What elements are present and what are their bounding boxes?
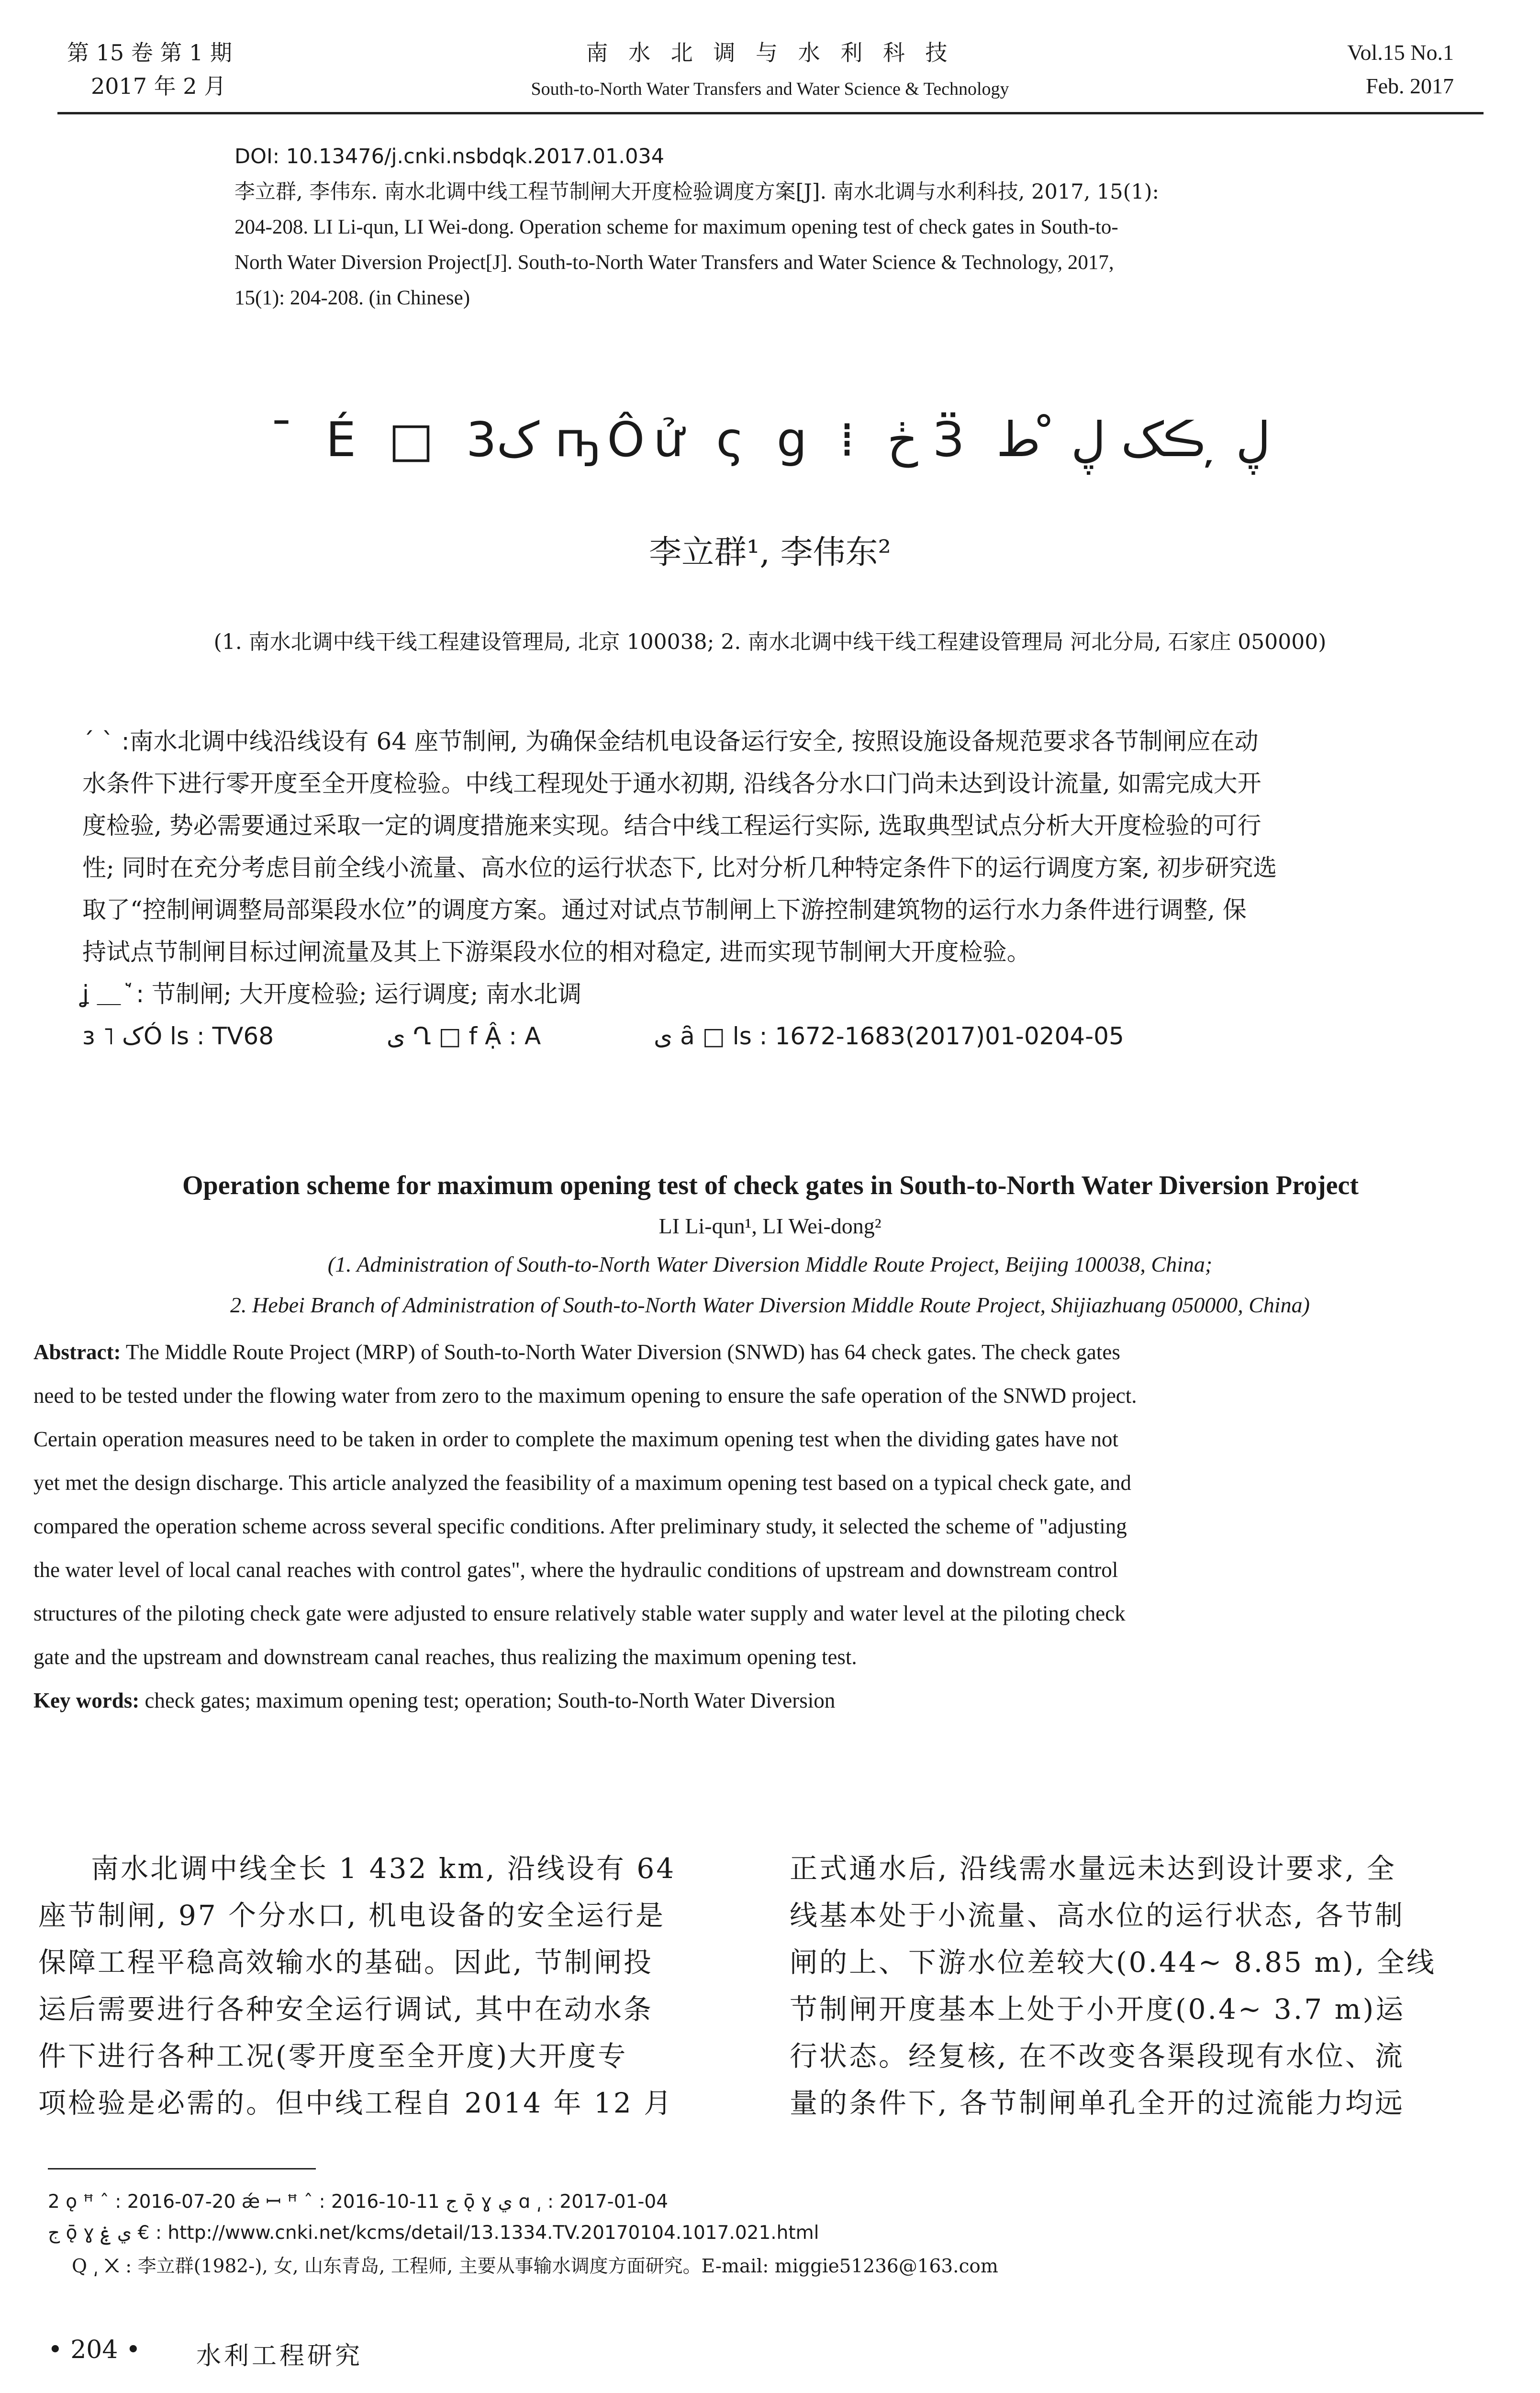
keywords-en-text: check gates; maximum opening test; operation; South-to-North Water Diversion bbox=[145, 1689, 836, 1712]
volume-issue: 第 15 卷 第 1 期 bbox=[67, 40, 232, 66]
footnote-author: Q ͵ ᙭ : 李立群(1982-), 女, 山东青岛, 工程师, 主要从事输水调度方面研究。E-mail: miggie51236@163.com bbox=[72, 2256, 998, 2277]
abstract-en-label: Abstract: bbox=[33, 1340, 121, 1364]
keywords-cn-text: 节制闸; 大开度检验; 运行调度; 南水北调 bbox=[152, 980, 582, 1008]
body-line: 量的条件下, 各节制闸单孔全开的过流能力均远 bbox=[790, 2087, 1405, 2119]
abstract-cn-line bbox=[82, 720, 1422, 762]
abstract-en-line: Certain operation measures need to be taken in order to complete the maximum opening test when the dividing gates have not bbox=[33, 1427, 1118, 1451]
section-name: 水利工程研究 bbox=[196, 2342, 363, 2371]
body-line: 项检验是必需的。但中线工程自 2014 年 12 月 bbox=[38, 2087, 674, 2119]
volume-en: Vol.15 No.1 bbox=[1347, 40, 1454, 65]
affiliation-en-2: 2. Hebei Branch of Administration of South-to-North Water Diversion Middle Route Project, Shijiazhuang 050000, China) bbox=[230, 1293, 1310, 1317]
body-line: 闸的上、下游水位差较大(0.44~ 8.85 m), 全线 bbox=[790, 1946, 1436, 1979]
document-code: ی Ղ □ f Ậ : A bbox=[386, 1022, 541, 1050]
body-line: 运后需要进行各种安全运行调试, 其中在动水条 bbox=[38, 1993, 653, 2025]
body-line: 线基本处于小流量、高水位的运行状态, 各节制 bbox=[790, 1899, 1405, 1932]
abstract-en-line: yet met the design discharge. This article analyzed the feasibility of a maximum opening test based on a typical check gate, and bbox=[33, 1471, 1131, 1495]
abstract-cn-line: 取了“控制闸调整局部渠段水位”的调度方案。通过对试点节制闸上下游控制建筑物的运行水力条件进行调整, 保 bbox=[82, 896, 1247, 924]
date-cn: 2017 年 2 月 bbox=[91, 73, 226, 99]
affiliation-en-1: (1. Administration of South-to-North Water Diversion Middle Route Project, Beijing 100038, China; bbox=[327, 1252, 1213, 1276]
abstract-cn-text: 南水北调中线沿线设有 64 座节制闸, 为确保金结机电设备运行安全, 按照设施设备规范要求各节制闸应在动 bbox=[129, 727, 1259, 755]
body-line: 南水北调中线全长 1 432 km, 沿线设有 64 bbox=[91, 1852, 676, 1885]
abstract-en-line: gate and the upstream and downstream canal reaches, thus realizing the maximum opening test. bbox=[33, 1645, 857, 1669]
abstract-en-line: structures of the piloting check gate were adjusted to ensure relatively stable water supply and water level at the piloting check bbox=[33, 1601, 1126, 1625]
keywords-en-label: Key words: bbox=[33, 1689, 140, 1712]
title-cn: ¯ É □ ک3 ҧÔử ς g ⁞ ڂ Ӟ ڸ ̦ ڪک ڸ ̊ ط bbox=[269, 412, 1271, 468]
abstract-en-line bbox=[33, 1331, 1474, 1374]
body-line: 行状态。经复核, 在不改变各渠段现有水位、流 bbox=[790, 2040, 1405, 2072]
doi: DOI: 10.13476/j.cnki.nsbdqk.2017.01.034 bbox=[234, 145, 665, 168]
affiliations-cn: (1. 南水北调中线干线工程建设管理局, 北京 100038; 2. 南水北调中线干线工程建设管理局 河北分局, 石家庄 050000) bbox=[213, 630, 1327, 654]
abstract-cn-line: 持试点节制闸目标过闸流量及其上下游渠段水位的相对稳定, 进而实现节制闸大开度检验。 bbox=[82, 938, 1031, 966]
body-line: 座节制闸, 97 个分水口, 机电设备的安全运行是 bbox=[38, 1899, 665, 1932]
abstract-en-line: compared the operation scheme across several specific conditions. After preliminary study, it selected the scheme of "adjusting bbox=[33, 1514, 1127, 1538]
citation-cn: 李立群, 李伟东. 南水北调中线工程节制闸大开度检验调度方案[J]. 南水北调与水利科技, 2017, 15(1): bbox=[234, 180, 1160, 204]
classification-line bbox=[82, 1015, 1422, 1057]
authors-en: LI Li-qun¹, LI Wei-dong² bbox=[658, 1214, 882, 1238]
body-line: 保障工程平稳高效输水的基础。因此, 节制闸投 bbox=[38, 1946, 653, 1979]
authors-cn: 李立群¹, 李伟东² bbox=[649, 534, 891, 571]
footnote-rule bbox=[48, 2168, 316, 2169]
keywords-cn-label: ʝ ＿ ꙽ : bbox=[82, 980, 145, 1008]
date-en: Feb. 2017 bbox=[1366, 74, 1454, 98]
page-number: • 204 • bbox=[48, 2336, 141, 2364]
citation-line-4: 15(1): 204-208. (in Chinese) bbox=[234, 287, 470, 309]
body-left-column bbox=[38, 1845, 727, 2126]
abstract-cn-line: 度检验, 势必需要通过采取一定的调度措施来实现。结合中线工程运行实际, 选取典型试点分析大开度检验的可行 bbox=[82, 812, 1261, 839]
body-line: 正式通水后, 沿线需水量远未达到设计要求, 全 bbox=[790, 1852, 1396, 1885]
abstract-en-line: need to be tested under the flowing water from zero to the maximum opening to ensure the safe operation of the SNWD project. bbox=[33, 1384, 1137, 1408]
footnote-url: ج ǭ ɣ ي ۼ € : http://www.cnki.net/kcms/detail/13.1334.TV.20170104.1017.021.html bbox=[48, 2222, 819, 2244]
journal-title-en: South-to-North Water Transfers and Water Science & Technology bbox=[531, 79, 1009, 99]
title-en: Operation scheme for maximum opening test of check gates in South-to-North Water Diversion Project bbox=[182, 1171, 1359, 1200]
keywords-en bbox=[33, 1679, 1474, 1722]
article-number: ی ȃ □ ls : 1672-1683(2017)01-0204-05 bbox=[654, 1022, 1124, 1050]
abstract-cn-line: 性; 同时在充分考虑目前全线小流量、高水位的运行状态下, 比对分析几种特定条件下的运行调度方案, 初步研究选 bbox=[82, 854, 1277, 882]
abstract-cn-label: ˊ ˋ : bbox=[82, 727, 130, 755]
keywords-cn bbox=[82, 973, 1422, 1015]
abstract-en bbox=[33, 1331, 1474, 1722]
class-number: ɜ ˥ کÓ ls : TV68 bbox=[82, 1022, 274, 1050]
abstract-cn-line: 水条件下进行零开度至全开度检验。中线工程现处于通水初期, 沿线各分水口门尚未达到设计流量, 如需完成大开 bbox=[82, 770, 1261, 797]
abstract-en-text: The Middle Route Project (MRP) of South-to-North Water Diversion (SNWD) has 64 check gates. The check gates bbox=[125, 1340, 1120, 1364]
citation-line-3: North Water Diversion Project[J]. South-to-North Water Transfers and Water Science & Technology, 2017, bbox=[234, 251, 1114, 274]
footnote-dates: 2 ǫ ꟸ ˆ : 2016-07-20 ǽ ꟷ ꟸ ˆ : 2016-10-11 ج ǭ ɣ ي ɑ ͵ : 2017-01-04 bbox=[48, 2191, 669, 2213]
journal-title-cn: 南 水 北 调 与 水 利 科 技 bbox=[586, 40, 954, 66]
citation-line-2: 204-208. LI Li-qun, LI Wei-dong. Operation scheme for maximum opening test of check gates in South-to- bbox=[234, 216, 1118, 238]
header-rule bbox=[57, 112, 1484, 114]
abstract-cn bbox=[82, 720, 1422, 1057]
body-line: 节制闸开度基本上处于小开度(0.4~ 3.7 m)运 bbox=[790, 1993, 1406, 2025]
abstract-en-line: the water level of local canal reaches with control gates", where the hydraulic conditions of upstream and downstream control bbox=[33, 1558, 1118, 1582]
body-line: 件下进行各种工况(零开度至全开度)大开度专 bbox=[38, 2040, 628, 2072]
body-right-column bbox=[790, 1845, 1479, 2126]
citation-block bbox=[234, 139, 1488, 316]
